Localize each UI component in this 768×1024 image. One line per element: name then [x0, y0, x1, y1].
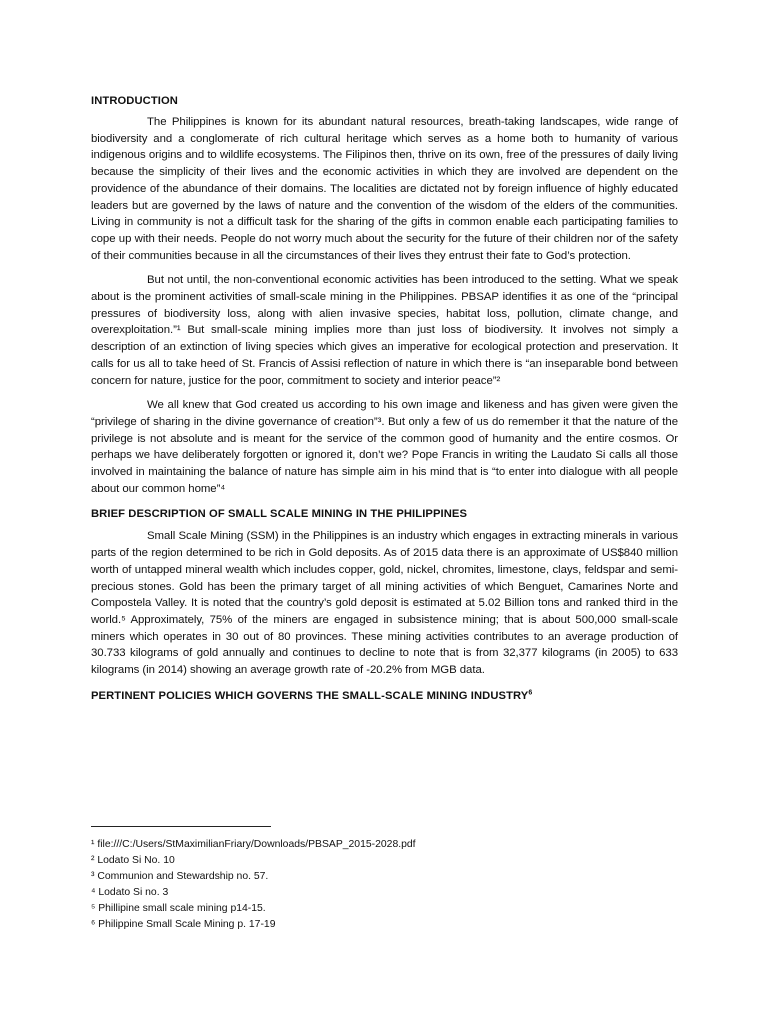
intro-paragraph-2: But not until, the non-conventional economic activities has been introduced to the setting. What we speak about is the prominent activities of small-scale mining in the Philippines. PBSAP identifies it as one of the “principal pressures of biodiversity loss, along with alien invasive species, habitat loss, pollution, climate change, and overexploitation.”¹ But small-scale mining implies more than just loss of biodiversity. It involves not simply a description of an extinction of living species which gives an imperative for ecological protection and preservation. It calls for us all to take heed of St. Francis of Assisi reflection of nature in which there is “an inseparable bond between concern for nature, justice for the poor, commitment to society and interior peace”² — [91, 274, 678, 387]
policies-heading-text: PERTINENT POLICIES WHICH GOVERNS THE SMALL-SCALE MINING INDUSTRY — [91, 689, 529, 702]
policies-heading-footnote-ref: 6 — [528, 689, 533, 697]
footnote-1: ¹ file:///C:/Users/StMaximilianFriary/Downloads/PBSAP_2015-2028.pdf — [91, 839, 416, 850]
footnote-6: ⁶ Philippine Small Scale Mining p. 17-19 — [91, 919, 276, 930]
brief-description-heading: BRIEF DESCRIPTION OF SMALL SCALE MINING IN THE PHILIPPINES — [91, 508, 468, 521]
introduction-heading: INTRODUCTION — [91, 95, 178, 107]
footnote-4: ⁴ Lodato Si no. 3 — [91, 887, 169, 898]
footnote-5: ⁵ Phillipine small scale mining p14-15. — [91, 903, 266, 914]
footnotes — [91, 826, 681, 933]
intro-paragraph-3: We all knew that God created us according to his own image and likeness and has given were given the “privilege of sharing in the divine governance of creation”³. But only a few of us do remember it that the nature of the privilege is not absolute and is meant for the service of the common good of humanity and the entire cosmos. Or perhaps we have deliberately forgotten or ignored it, don’t we? Pope Francis in writing the Laudato Si calls all those involved in maintaining the balance of nature has simple aim in his mind that is “to enter into dialogue with all people about our common home”⁴ — [91, 399, 678, 495]
intro-paragraph-1: The Philippines is known for its abundant natural resources, breath-taking landscapes, wide range of biodiversity and a conglomerate of rich cultural heritage which serves as a home both to humanity of various indigenous origins and to wildlife ecosystems. The Filipinos then, thrive on its own, free of the pressures of daily living because the simplicity of their lives and the economic activities in which they are involved are dependent on the providence of the abundance of their domains. The localities are dictated not by foreign influence of highly educated leaders but are governed by the laws of nature and the convention of the wisdom of the elders of the communities. Living in community is not a difficult task for the sharing of the gifts in common enable each participating families to cope up with their needs. People do not worry much about the security for the future of their children nor of the safety of their communities because in all the circumstances of their lives they entrust their fate to God’s protection. — [91, 116, 678, 262]
brief-description-paragraph: Small Scale Mining (SSM) in the Philippines is an industry which engages in extracting minerals in various parts of the region determined to be rich in Gold deposits. As of 2015 data there is an approximate of US$840 million worth of untapped mineral wealth which includes copper, gold, nickel, chromites, limestone, clays, feldspar and semi-precious stones. Gold has been the primary target of all mining activities of which Benguet, Camarines Norte and Compostela Valley. It is noted that the country’s gold deposit is estimated at 5.02 Billion tons and ranked third in the world.⁵ Approximately, 75% of the miners are engaged in subsistence mining; that is about 500,000 small-scale miners which operates in 30 out of 80 provinces. These mining activities contributes to an average production of 30.733 kilograms of gold annually and continues to decline to note that is from 32,377 kilograms (in 2005) to 633 kilograms (in 2014) showing an average growth rate of -20.2% from MGB data. — [91, 530, 678, 677]
footnote-separator — [91, 826, 271, 827]
policies-heading — [91, 687, 678, 705]
footnote-3: ³ Communion and Stewardship no. 57. — [91, 871, 269, 882]
footnote-2: ² Lodato Si No. 10 — [91, 855, 175, 866]
